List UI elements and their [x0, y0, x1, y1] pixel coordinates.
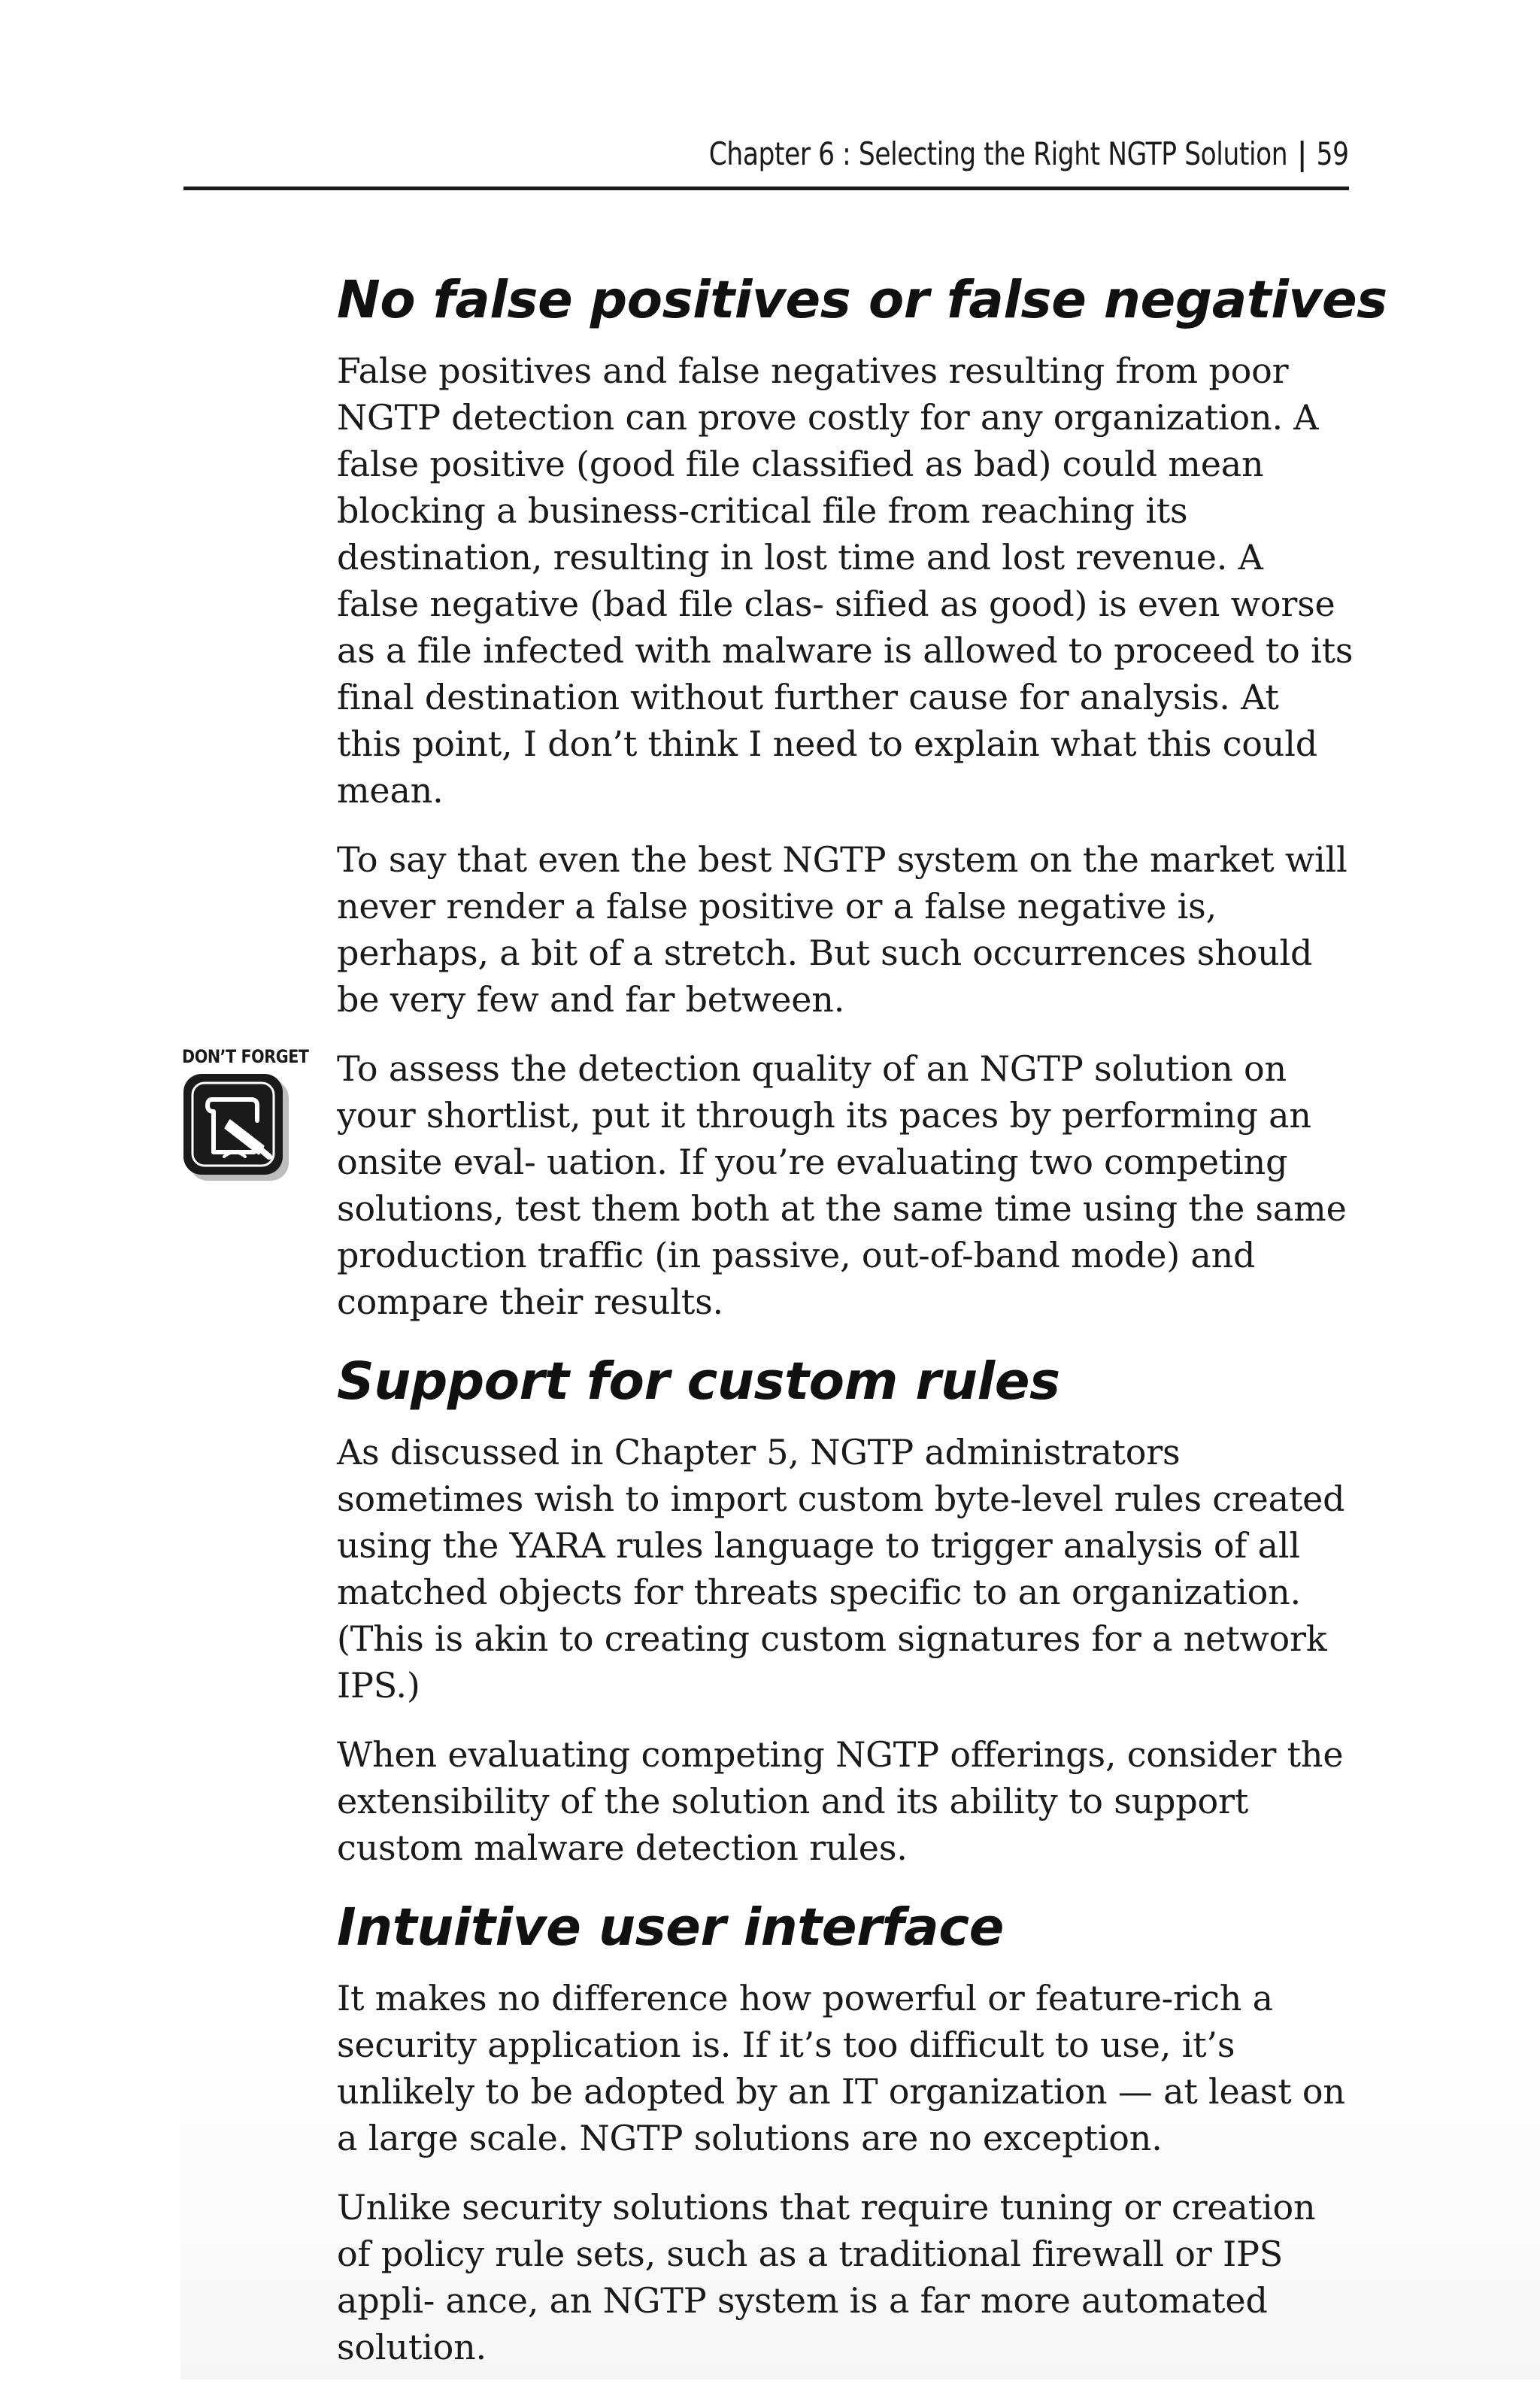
body-paragraph: To say that even the best NGTP system on the market will never render a false positive or a false negative is, perhaps, a bit of a stretch. But such occurrences should be very few and far between. — [337, 839, 1348, 1020]
section-user-interface — [337, 1894, 1354, 2370]
scroll-pen-icon — [182, 1074, 295, 1187]
chapter-title: Chapter 6 : Selecting the Right NGTP Solution — [709, 135, 1288, 172]
section-heading: No false positives or false negatives — [337, 270, 1387, 330]
body-paragraph: Unlike security solutions that require tuning or creation of policy rule sets, such as a traditional firewall or IPS appli- ance, an NGTP system is a far more automated solution. — [337, 2187, 1316, 2367]
section-custom-rules — [337, 1348, 1354, 1871]
section-heading: Support for custom rules — [337, 1351, 1060, 1412]
page-content — [182, 266, 1387, 2393]
page-number: 59 — [1316, 135, 1349, 172]
dont-forget-label: DON’T FORGET — [182, 1046, 309, 1067]
dont-forget-block — [182, 1045, 1354, 1325]
section-heading: Intuitive user interface — [337, 1897, 1004, 1958]
running-head — [183, 134, 1349, 190]
body-paragraph: When evaluating competing NGTP offerings, consider the extensibility of the solution and its ability to support custom malware detection rules. — [337, 1734, 1344, 1868]
body-paragraph: To assess the detection quality of an NGTP solution on your shortlist, put it through its paces by performing an onsite eval- uation. If you’re evaluating two competing solutions, test them both at the same time using the same production traffic (in passive, out-of-band mode) and compare their results. — [337, 1048, 1347, 1322]
body-paragraph: As discussed in Chapter 5, NGTP administrators sometimes wish to import custom byte-level rules created using the YARA rules language to trigger analysis of all matched objects for threats specific to an organization. (This is akin to creating custom signatures for a network IPS.) — [337, 1432, 1345, 1706]
section-false-positives — [182, 266, 1387, 1325]
body-paragraph: It makes no difference how powerful or feature-rich a security application is. If it’s too difficult to use, it’s unlikely to be adopted by an IT organization — at least on a large scale. NGTP solutions are no exception. — [337, 1978, 1345, 2158]
running-head-separator: | — [1297, 135, 1307, 172]
body-paragraph: False positives and false negatives resulting from poor NGTP detection can prove costly for any organization. A false positive (good file classified as bad) could mean blocking a business-critical file from reaching its destination, resulting in lost time and lost revenue. A false negative (bad file clas- sified as good) is even worse as a file infected with malware is allowed to proceed to its final destination without further cause for analysis. At this point, I don’t think I need to explain what this could mean. — [337, 350, 1354, 811]
running-head-text — [709, 134, 1349, 174]
dont-forget-callout — [182, 1045, 309, 1190]
